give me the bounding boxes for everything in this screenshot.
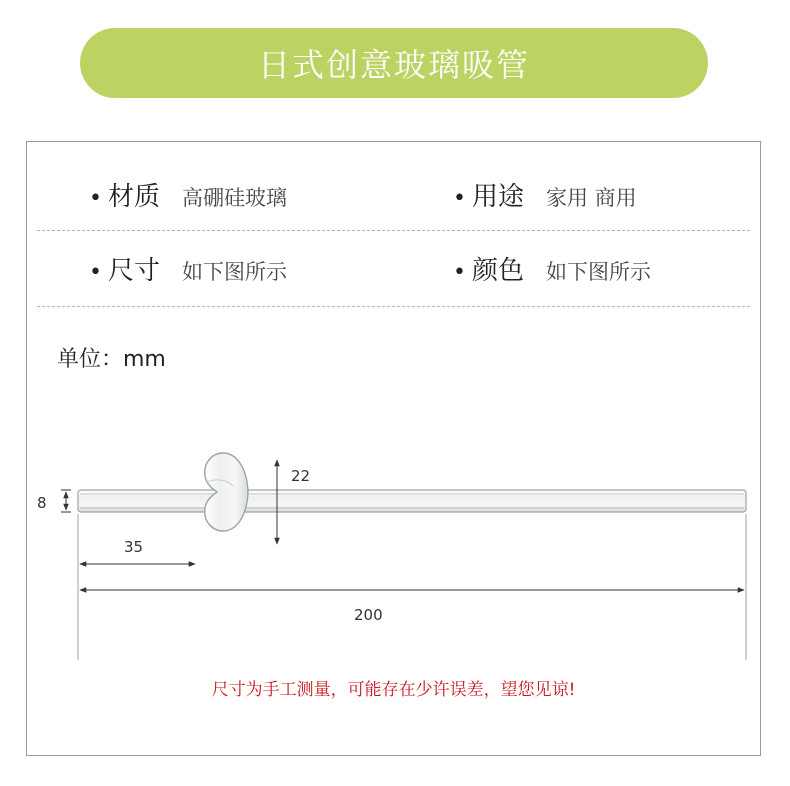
- spec-value: 如下图所示: [546, 260, 651, 284]
- spec-value: 高硼硅玻璃: [182, 186, 287, 210]
- heart-height-label: 22: [291, 467, 311, 485]
- page-title: 日式创意玻璃吸管: [257, 46, 530, 84]
- bullet-icon: •: [453, 186, 466, 211]
- straw-diagram: [27, 142, 760, 672]
- spec-value: 如下图所示: [182, 260, 287, 284]
- offset-label: 35: [124, 538, 144, 556]
- measurement-note: 尺寸为手工测量，可能存在少许误差，望您见谅!: [211, 680, 576, 700]
- unit-label: 单位：mm: [57, 347, 166, 372]
- bullet-icon: •: [89, 186, 102, 211]
- spec-frame: [26, 141, 761, 756]
- bullet-icon: •: [453, 260, 466, 285]
- straw-tube: [78, 490, 746, 512]
- diameter-label: 8: [37, 494, 47, 512]
- spec-label: 尺寸: [107, 256, 160, 286]
- bullet-icon: •: [89, 260, 102, 285]
- length-label: 200: [354, 606, 383, 624]
- spec-label: 颜色: [471, 256, 524, 286]
- spec-label: 用途: [471, 182, 524, 212]
- spec-value: 家用 商用: [546, 186, 637, 210]
- spec-label: 材质: [107, 182, 160, 212]
- title-banner: [80, 28, 708, 98]
